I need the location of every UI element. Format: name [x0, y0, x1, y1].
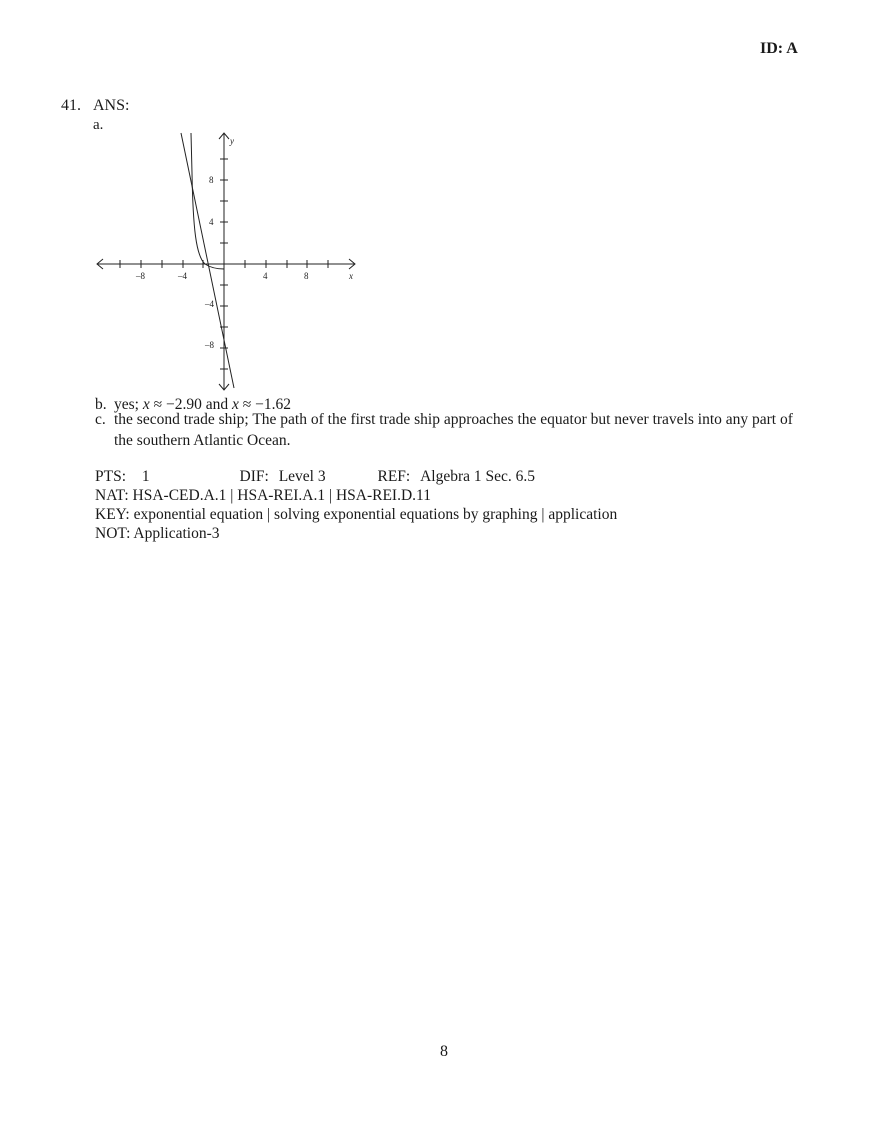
- y-tick-label: 8: [209, 175, 214, 185]
- solution-1: ≈ −2.90 and: [149, 396, 229, 413]
- not-label: NOT:: [95, 525, 131, 542]
- pts-label: PTS:: [95, 468, 127, 485]
- exponential-curve: [191, 133, 224, 269]
- meta-nat-row: [95, 487, 431, 505]
- x-tick-label: 4: [263, 271, 268, 281]
- x-axis-label: x: [349, 271, 353, 281]
- page-number: 8: [440, 1043, 448, 1060]
- key-label: KEY:: [95, 506, 130, 523]
- meta-key-row: [95, 506, 617, 524]
- nat-value: HSA-CED.A.1 | HSA-REI.A.1 | HSA-REI.D.11: [132, 487, 431, 504]
- meta-pts-row: [95, 468, 535, 486]
- x-tick-label: 8: [304, 271, 309, 281]
- part-c-marker: c.: [95, 411, 106, 428]
- y-axis-label: y: [230, 136, 234, 146]
- variable-x: x: [232, 396, 239, 413]
- x-tick-label: –4: [178, 271, 187, 281]
- y-tick-label: 4: [209, 217, 214, 227]
- dif-label: DIF:: [239, 468, 269, 485]
- part-b-text: yes;: [114, 396, 139, 413]
- ref-label: REF:: [377, 468, 411, 485]
- solution-2: ≈ −1.62: [238, 396, 292, 413]
- ref-value: Algebra 1 Sec. 6.5: [420, 468, 536, 485]
- answer-label: ANS:: [93, 97, 130, 114]
- x-tick-label: –8: [136, 271, 145, 281]
- nat-label: NAT:: [95, 487, 129, 504]
- question-number: 41.: [61, 97, 81, 114]
- part-a-marker: a.: [93, 117, 104, 133]
- variable-x: x: [142, 396, 150, 413]
- not-value: Application-3: [133, 525, 220, 542]
- answer-graph: [93, 128, 368, 396]
- y-tick-label: –8: [205, 340, 214, 350]
- key-value: exponential equation | solving exponential equations by graphing | application: [133, 506, 618, 523]
- part-c-line-2: the southern Atlantic Ocean.: [114, 432, 291, 449]
- part-c: [95, 409, 835, 451]
- part-c-line-1: the second trade ship; The path of the first trade ship approaches the equator but never travels into any part of: [114, 411, 793, 428]
- y-tick-label: –4: [205, 299, 214, 309]
- meta-not-row: [95, 525, 220, 543]
- part-b-marker: b.: [95, 396, 107, 413]
- dif-value: Level 3: [278, 468, 326, 485]
- pts-value: 1: [141, 468, 150, 485]
- id-label: ID: A: [760, 40, 798, 57]
